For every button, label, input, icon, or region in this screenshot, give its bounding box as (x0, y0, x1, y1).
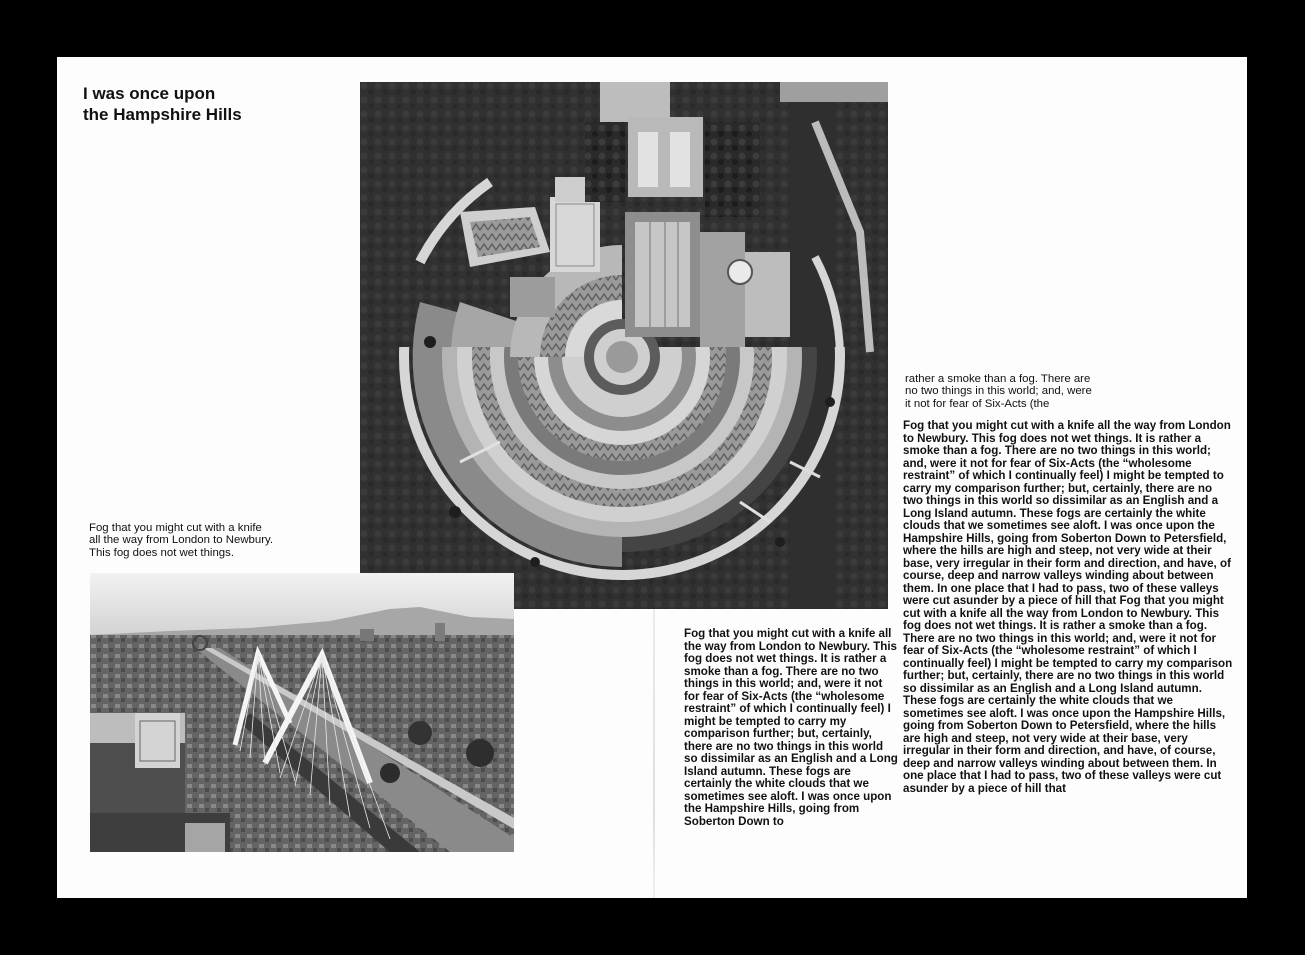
document-page (57, 57, 1247, 898)
title-line-1: I was once upon (83, 84, 216, 103)
bridge-city-graphic (90, 573, 514, 852)
text-column-middle: Fog that you might cut with a knife all the way from London to Newbury. This fog does not wet things. It is rather a smoke than a fog. There are no two things in this world; and, were it not for fear of Six-Acts (the “wholesome restraint” of which I continually feel) I might be tempted to carry my comparison further; but, certainly, there are no two things in this world so dissimilar as an English and a Long Island autumn. These fogs are certainly the white clouds that we sometimes see aloft. I was once upon the Hampshire Hills, going from Soberton Down to (684, 627, 898, 828)
bridge-city-photo (90, 573, 514, 852)
aerial-photo-graphic (360, 82, 888, 609)
text-column-right: Fog that you might cut with a knife all the way from London to Newbury. This fog does not wet things. It is rather a smoke than a fog. There are no two things in this world; and, were it not for fear of Six-Acts (the “wholesome restraint” of which I continually feel) I might be tempted to carry my comparison further; but, certainly, there are no two things in this world so dissimilar as an English and a Long Island autumn. These fogs are certainly the white clouds that we sometimes see aloft. I was once upon the Hampshire Hills, going from Soberton Down to Petersfield, where the hills are high and steep, not very wide at their base, very irregular in their form and direction, and have, of course, deep and narrow valleys winding about between them. In one place that I had to pass, two of these valleys were cut asunder by a piece of hill that Fog that you might cut with a knife all the way from London to Newbury. This fog does not wet things. It is rather a smoke than a fog. There are no two things in this world; and, were it not for fear of Six-Acts (the “wholesome restraint” of which I continually feel) I might be tempted to carry my comparison further; but, certainly, there are no two things in this world so dissimilar as an English and a Long Island autumn. These fogs are certainly the white clouds that we sometimes see aloft. I was once upon the Hampshire Hills, going from Soberton Down to Petersfield, where the hills are high and steep, not very wide at their base, very irregular in their form and direction, and have, of course, deep and narrow valleys winding about between them. In one place that I had to pass, two of these valleys were cut asunder by a piece of hill that (903, 419, 1233, 795)
text-snippet-right: rather a smoke than a fog. There are no two things in this world; and, were it not for fear of Six-Acts (the (905, 373, 1092, 410)
page-title (83, 83, 343, 125)
title-line-2: the Hampshire Hills (83, 105, 242, 124)
photo-caption: Fog that you might cut with a knife all the way from London to Newbury. This fog does not wet things. (89, 522, 274, 559)
aerial-photo (360, 82, 888, 609)
